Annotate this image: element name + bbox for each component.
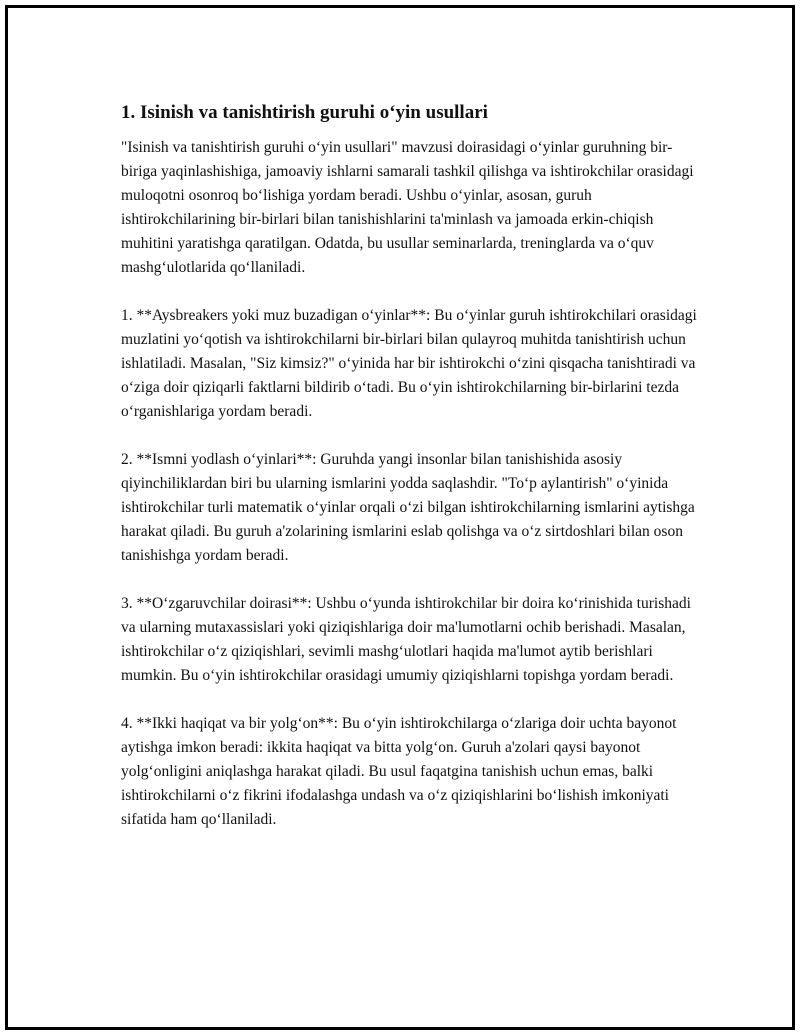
paragraph-icebreakers: 1. **Aysbreakers yoki muz buzadigan o‘yinlar**: Bu o‘yinlar guruh ishtirokchilari orasidagi muzlatini yo‘qotish va ishtirokchilarni bir-birlari bilan qulayroq muhitda tanishtirish uchun ishlatiladi. Masalan, "Siz kimsiz?" o‘yinida har bir ishtirokchi o‘zini qisqacha tanishtiradi va o‘ziga doir qiziqarli faktlarni bildirib o‘tadi. Bu o‘yin ishtirokchilarning bir-birlarini tezda o‘rganishlariga yordam beradi. <box>121 307 697 420</box>
document-body <box>121 100 701 856</box>
paragraph-circle: 3. **O‘zgaruvchilar doirasi**: Ushbu o‘yunda ishtirokchilar bir doira ko‘rinishida turishadi va ularning mutaxassislari yoki qiziqishlariga doir ma'lumotlarni ochib berishadi. Masalan, ishtirokchilar o‘z qiziqishlari, sevimli mashg‘ulotlari haqida ma'lumot aytib berishlari mumkin. Bu o‘yin ishtirokchilar orasidagi umumiy qiziqishlarni topishga yordam beradi. <box>121 595 691 684</box>
page-frame <box>5 5 795 1030</box>
document-title: 1. Isinish va tanishtirish guruhi o‘yin usullari <box>121 102 488 123</box>
paragraph-two-truths: 4. **Ikki haqiqat va bir yolg‘on**: Bu o‘yin ishtirokchilarga o‘zlariga doir uchta bayonot aytishga imkon beradi: ikkita haqiqat va bitta yolg‘on. Guruh a'zolari qaysi bayonot yolg‘onligini aniqlashga harakat qiladi. Bu usul faqatgina tanishish uchun emas, balki ishtirokchilarni o‘z fikrini ifodalashga undash va o‘z qiziqishlarini bo‘lishish imkoniyati sifatida ham qo‘llaniladi. <box>121 715 677 828</box>
intro-paragraph: "Isinish va tanishtirish guruhi o‘yin usullari" mavzusi doirasidagi o‘yinlar guruhning bir-biriga yaqinlashishiga, jamoaviy ishlarni samarali tashkil qilishga va ishtirokchilar orasidagi muloqotni osonroq bo‘lishiga yordam beradi. Ushbu o‘yinlar, asosan, guruh ishtirokchilarining bir-birlari bilan tanishishlarini ta'minlash va jamoada erkin-chiqish muhitini yaratishga qaratilgan. Odatda, bu usullar seminarlarda, treninglarda va o‘quv mashg‘ulotlarida qo‘llaniladi. <box>121 139 694 276</box>
paragraph-name-games: 2. **Ismni yodlash o‘yinlari**: Guruhda yangi insonlar bilan tanishishida asosiy qiyinchiliklardan biri bu ularning ismlarini yodda saqlashdir. "To‘p aylantirish" o‘yinida ishtirokchilar turli matematik o‘yinlar orqali o‘zi bilgan ishtirokchilarning ismlarini aytishga harakat qiladi. Bu guruh a'zolarining ismlarini eslab qolishga va o‘z sirtdoshlari bilan oson tanishishga yordam beradi. <box>121 451 695 564</box>
